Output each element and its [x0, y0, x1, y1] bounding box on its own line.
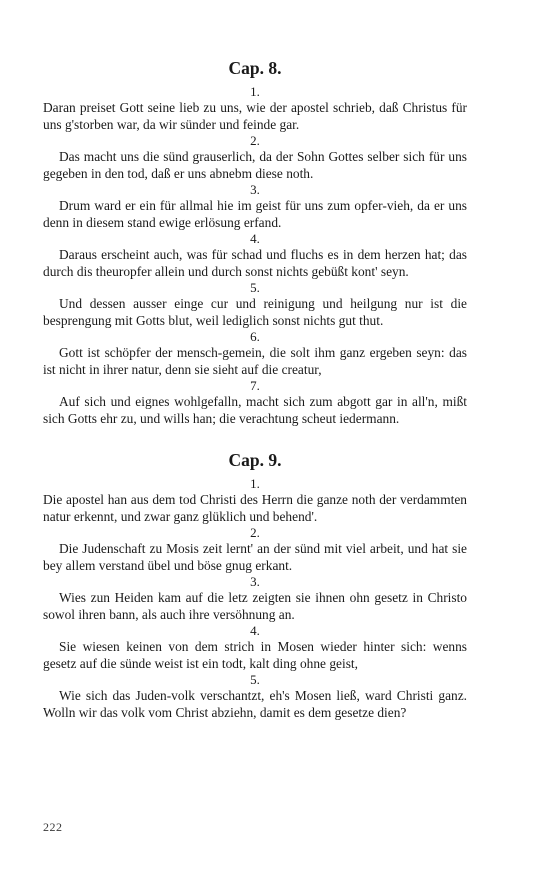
verse-number: 3. — [250, 182, 260, 197]
verse-number: 1. — [250, 476, 260, 491]
verse-text: Auf sich und eignes wohlgefalln, macht sich zum abgott gar in all'n, mißt sich Gotts ehr zu, und wills han; die verachtung scheut iedermann. — [43, 394, 467, 426]
chapter-8 — [43, 56, 467, 427]
verse-number: 2. — [250, 133, 260, 148]
verse-text: Die Judenschaft zu Mosis zeit lernt' an der sünd mit viel arbeit, und hat sie bey allem verstand übel und böse gnug erkant. — [43, 541, 467, 573]
verse-text: Die apostel han aus dem tod Christi des Herrn die ganze noth der verdammten natur erkennt, und zwar ganz glüklich und behend'. — [43, 492, 467, 524]
verse-text: Daran preiset Gott seine lieb zu uns, wie der apostel schrieb, daß Christus für uns g'storben war, da wir sünder und feinde gar. — [43, 100, 467, 132]
verse-text: Und dessen ausser einge cur und reinigung und heilgung nur ist die besprengung mit Gotts blut, weil lediglich sonst nichts gut thut. — [43, 296, 467, 328]
verse-number: 5. — [250, 672, 260, 687]
verse-number: 3. — [250, 574, 260, 589]
verse-number: 2. — [250, 525, 260, 540]
chapter-9 — [43, 448, 467, 721]
page-number: 222 — [43, 820, 63, 834]
verse-number: 5. — [250, 280, 260, 295]
verse-number: 1. — [250, 84, 260, 99]
verse-number: 4. — [250, 623, 260, 638]
verse-text: Wies zun Heiden kam auf die letz zeigten sie ihnen ohn gesetz in Christo sowol ihren bann, als auch ihre versöhnung an. — [43, 590, 467, 622]
verse-number: 6. — [250, 329, 260, 344]
verse-text: Gott ist schöpfer der mensch-gemein, die solt ihm ganz ergeben seyn: das ist nicht in ihrer natur, denn sie sieht auf die creatur, — [43, 345, 467, 377]
verse-text: Das macht uns die sünd grauserlich, da der Sohn Gottes selber sich für uns gegeben in den tod, daß er uns abnebm diese noth. — [43, 149, 467, 181]
verse-text: Drum ward er ein für allmal hie im geist für uns zum opfer-vieh, da er uns denn in diesem stand ewige erlösung erfand. — [43, 198, 467, 230]
verse-text: Sie wiesen keinen von dem strich in Mosen wieder hinter sich: wenns gesetz auf die sünde weist ist ein todt, kalt ding ohne geist, — [43, 639, 467, 671]
chapter-title: Cap. 9. — [228, 450, 282, 470]
chapter-title: Cap. 8. — [228, 58, 282, 78]
verse-number: 4. — [250, 231, 260, 246]
verse-number: 7. — [250, 378, 260, 393]
page-content — [43, 56, 467, 721]
verse-text: Daraus erscheint auch, was für schad und fluchs es in dem herzen hat; das durch dis theuropfer allein und durch sonst nichts gebüßt kont' seyn. — [43, 247, 467, 279]
verse-text: Wie sich das Juden-volk verschantzt, eh's Mosen ließ, ward Christi ganz. Wolln wir das volk vom Christ abziehn, damit es dem gesetze dien? — [43, 688, 467, 720]
